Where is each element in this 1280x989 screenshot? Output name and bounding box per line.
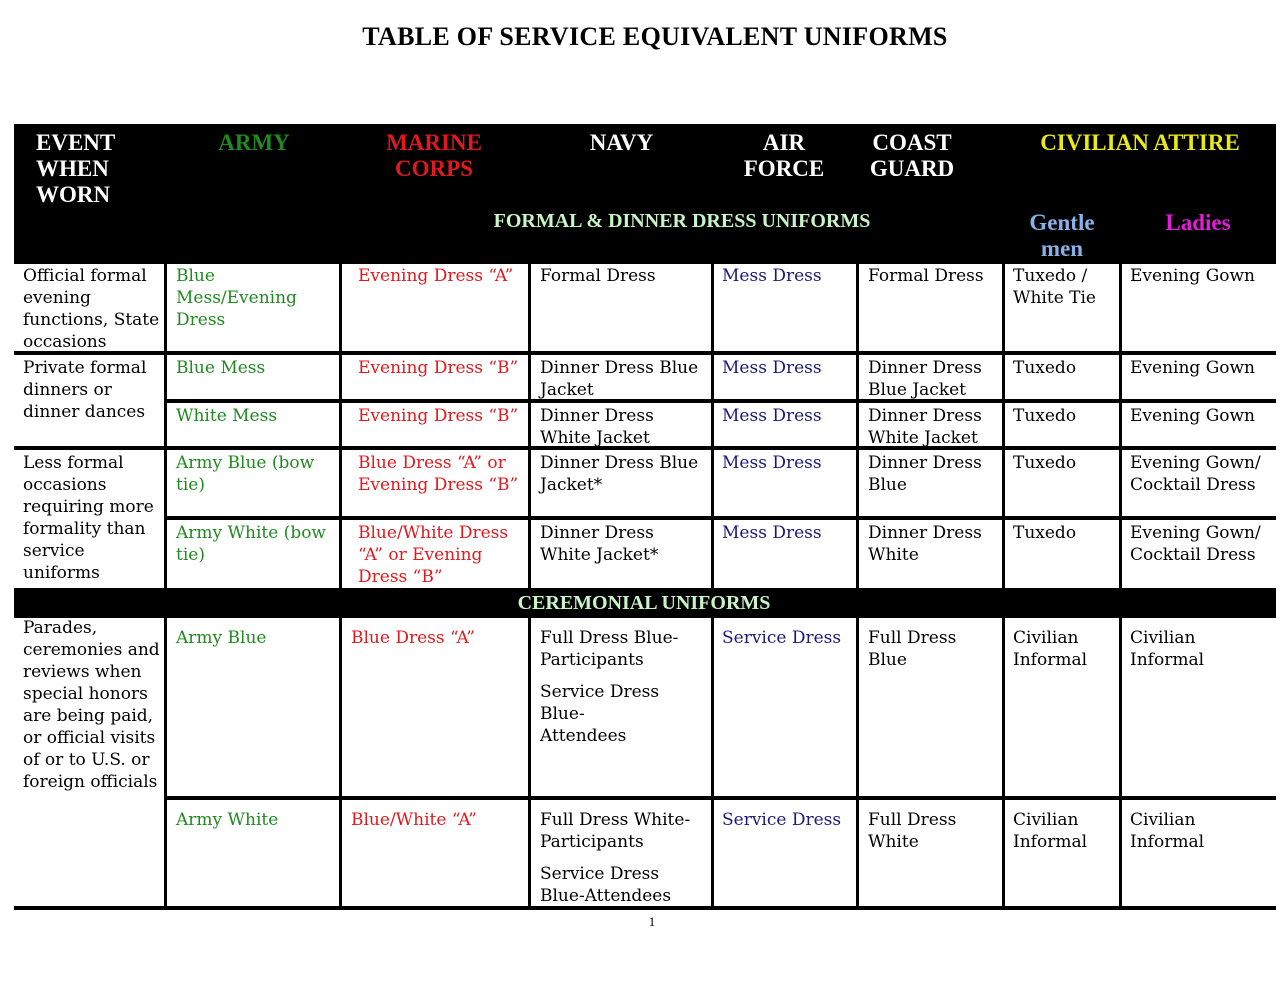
header-civilian-attire: CIVILIAN ATTIRE [1040,130,1240,155]
cell-coast-guard: Dinner Dress Blue Jacket [868,358,982,400]
col-rule [339,264,342,910]
cell-gentlemen: Tuxedo / White Tie [1013,266,1096,308]
cell-navy: Full Dress White- Participants Service Dress Blue-Attendees [540,810,691,906]
cell-coast-guard: Formal Dress [868,266,984,286]
cell-gentlemen: Civilian Informal [1013,810,1088,852]
cell-navy: Dinner Dress Blue Jacket* [540,453,699,495]
cell-gentlemen: Tuxedo [1013,453,1077,473]
cell-ladies: Civilian Informal [1130,810,1205,852]
cell-ladies: Civilian Informal [1130,628,1205,670]
cell-navy: Dinner Dress White Jacket [540,406,654,448]
cell-marine: Blue Dress “A” or Evening Dress “B” [358,453,519,495]
header-coast-guard: COAST GUARD [869,130,955,181]
cell-gentlemen: Tuxedo [1013,358,1077,378]
cell-air-force: Service Dress [722,810,842,830]
col-rule [1119,264,1122,910]
cell-air-force: Mess Dress [722,406,822,426]
cell-gentlemen: Tuxedo [1013,523,1077,543]
cell-navy: Formal Dress [540,266,656,286]
cell-army: White Mess [176,406,278,426]
event-official-formal: Official formal evening functions, State occasions [23,266,160,352]
cell-coast-guard: Dinner Dress White Jacket [868,406,982,448]
row-rule [167,796,1276,800]
col-rule [528,264,531,910]
col-rule [1002,264,1005,910]
cell-marine: Evening Dress “B” [358,358,519,378]
row-rule [167,399,1276,403]
header-navy: NAVY [589,130,654,155]
cell-marine: Blue/White “A” [351,810,477,830]
cell-army: Army Blue (bow tie) [176,453,315,495]
header-marine-corps: MARINE CORPS [386,130,482,181]
uniform-table [14,124,1276,910]
event-less-formal: Less formal occasions requiring more formality than service uniforms [23,453,154,583]
cell-air-force: Mess Dress [722,453,822,473]
col-rule [856,264,859,910]
cell-army: Army White (bow tie) [176,523,326,565]
cell-marine: Blue/White Dress “A” or Evening Dress “B” [358,523,509,587]
cell-army: Blue Mess/Evening Dress [176,266,297,330]
cell-air-force: Mess Dress [722,266,822,286]
row-rule [14,351,1276,355]
header-gentlemen: Gentle men [1029,210,1095,261]
col-rule [711,264,714,910]
cell-ladies: Evening Gown [1130,358,1256,378]
cell-air-force: Mess Dress [722,358,822,378]
cell-navy: Dinner Dress White Jacket* [540,523,659,565]
cell-marine: Evening Dress “B” [358,406,519,426]
cell-coast-guard: Full Dress Blue [868,628,957,670]
cell-navy: Full Dress Blue- Participants Service Dress Blue- Attendees [540,628,679,746]
header-event: EVENT WHEN WORN [36,130,116,207]
header-army: ARMY [218,130,290,155]
cell-coast-guard: Dinner Dress White [868,523,982,565]
event-private-formal: Private formal dinners or dinner dances [23,358,147,422]
cell-ladies: Evening Gown [1130,266,1256,286]
cell-ladies: Evening Gown/ Cocktail Dress [1130,453,1261,495]
band-ceremonial: CEREMONIAL UNIFORMS [517,592,771,614]
band-formal-dinner: FORMAL & DINNER DRESS UNIFORMS [493,210,871,232]
cell-coast-guard: Full Dress White [868,810,957,852]
cell-ladies: Evening Gown [1130,406,1256,426]
cell-navy: Dinner Dress Blue Jacket [540,358,699,400]
cell-air-force: Service Dress [722,628,842,648]
cell-army: Army Blue [176,628,267,648]
cell-army: Army White [176,810,279,830]
cell-gentlemen: Civilian Informal [1013,628,1088,670]
header-air-force: AIR FORCE [743,130,825,181]
page-title: TABLE OF SERVICE EQUIVALENT UNIFORMS [362,22,948,51]
cell-army: Blue Mess [176,358,266,378]
col-rule [164,264,167,910]
cell-air-force: Mess Dress [722,523,822,543]
event-parades: Parades, ceremonies and reviews when special honors are being paid, or official visits of or to U.S. or foreign officials [23,618,160,792]
cell-marine: Evening Dress “A” [358,266,514,286]
cell-marine: Blue Dress “A” [351,628,475,648]
cell-gentlemen: Tuxedo [1013,406,1077,426]
cell-coast-guard: Dinner Dress Blue [868,453,982,495]
page-number: 1 [648,914,656,929]
header-ladies: Ladies [1165,210,1231,235]
cell-ladies: Evening Gown/ Cocktail Dress [1130,523,1261,565]
row-rule [167,516,1276,520]
